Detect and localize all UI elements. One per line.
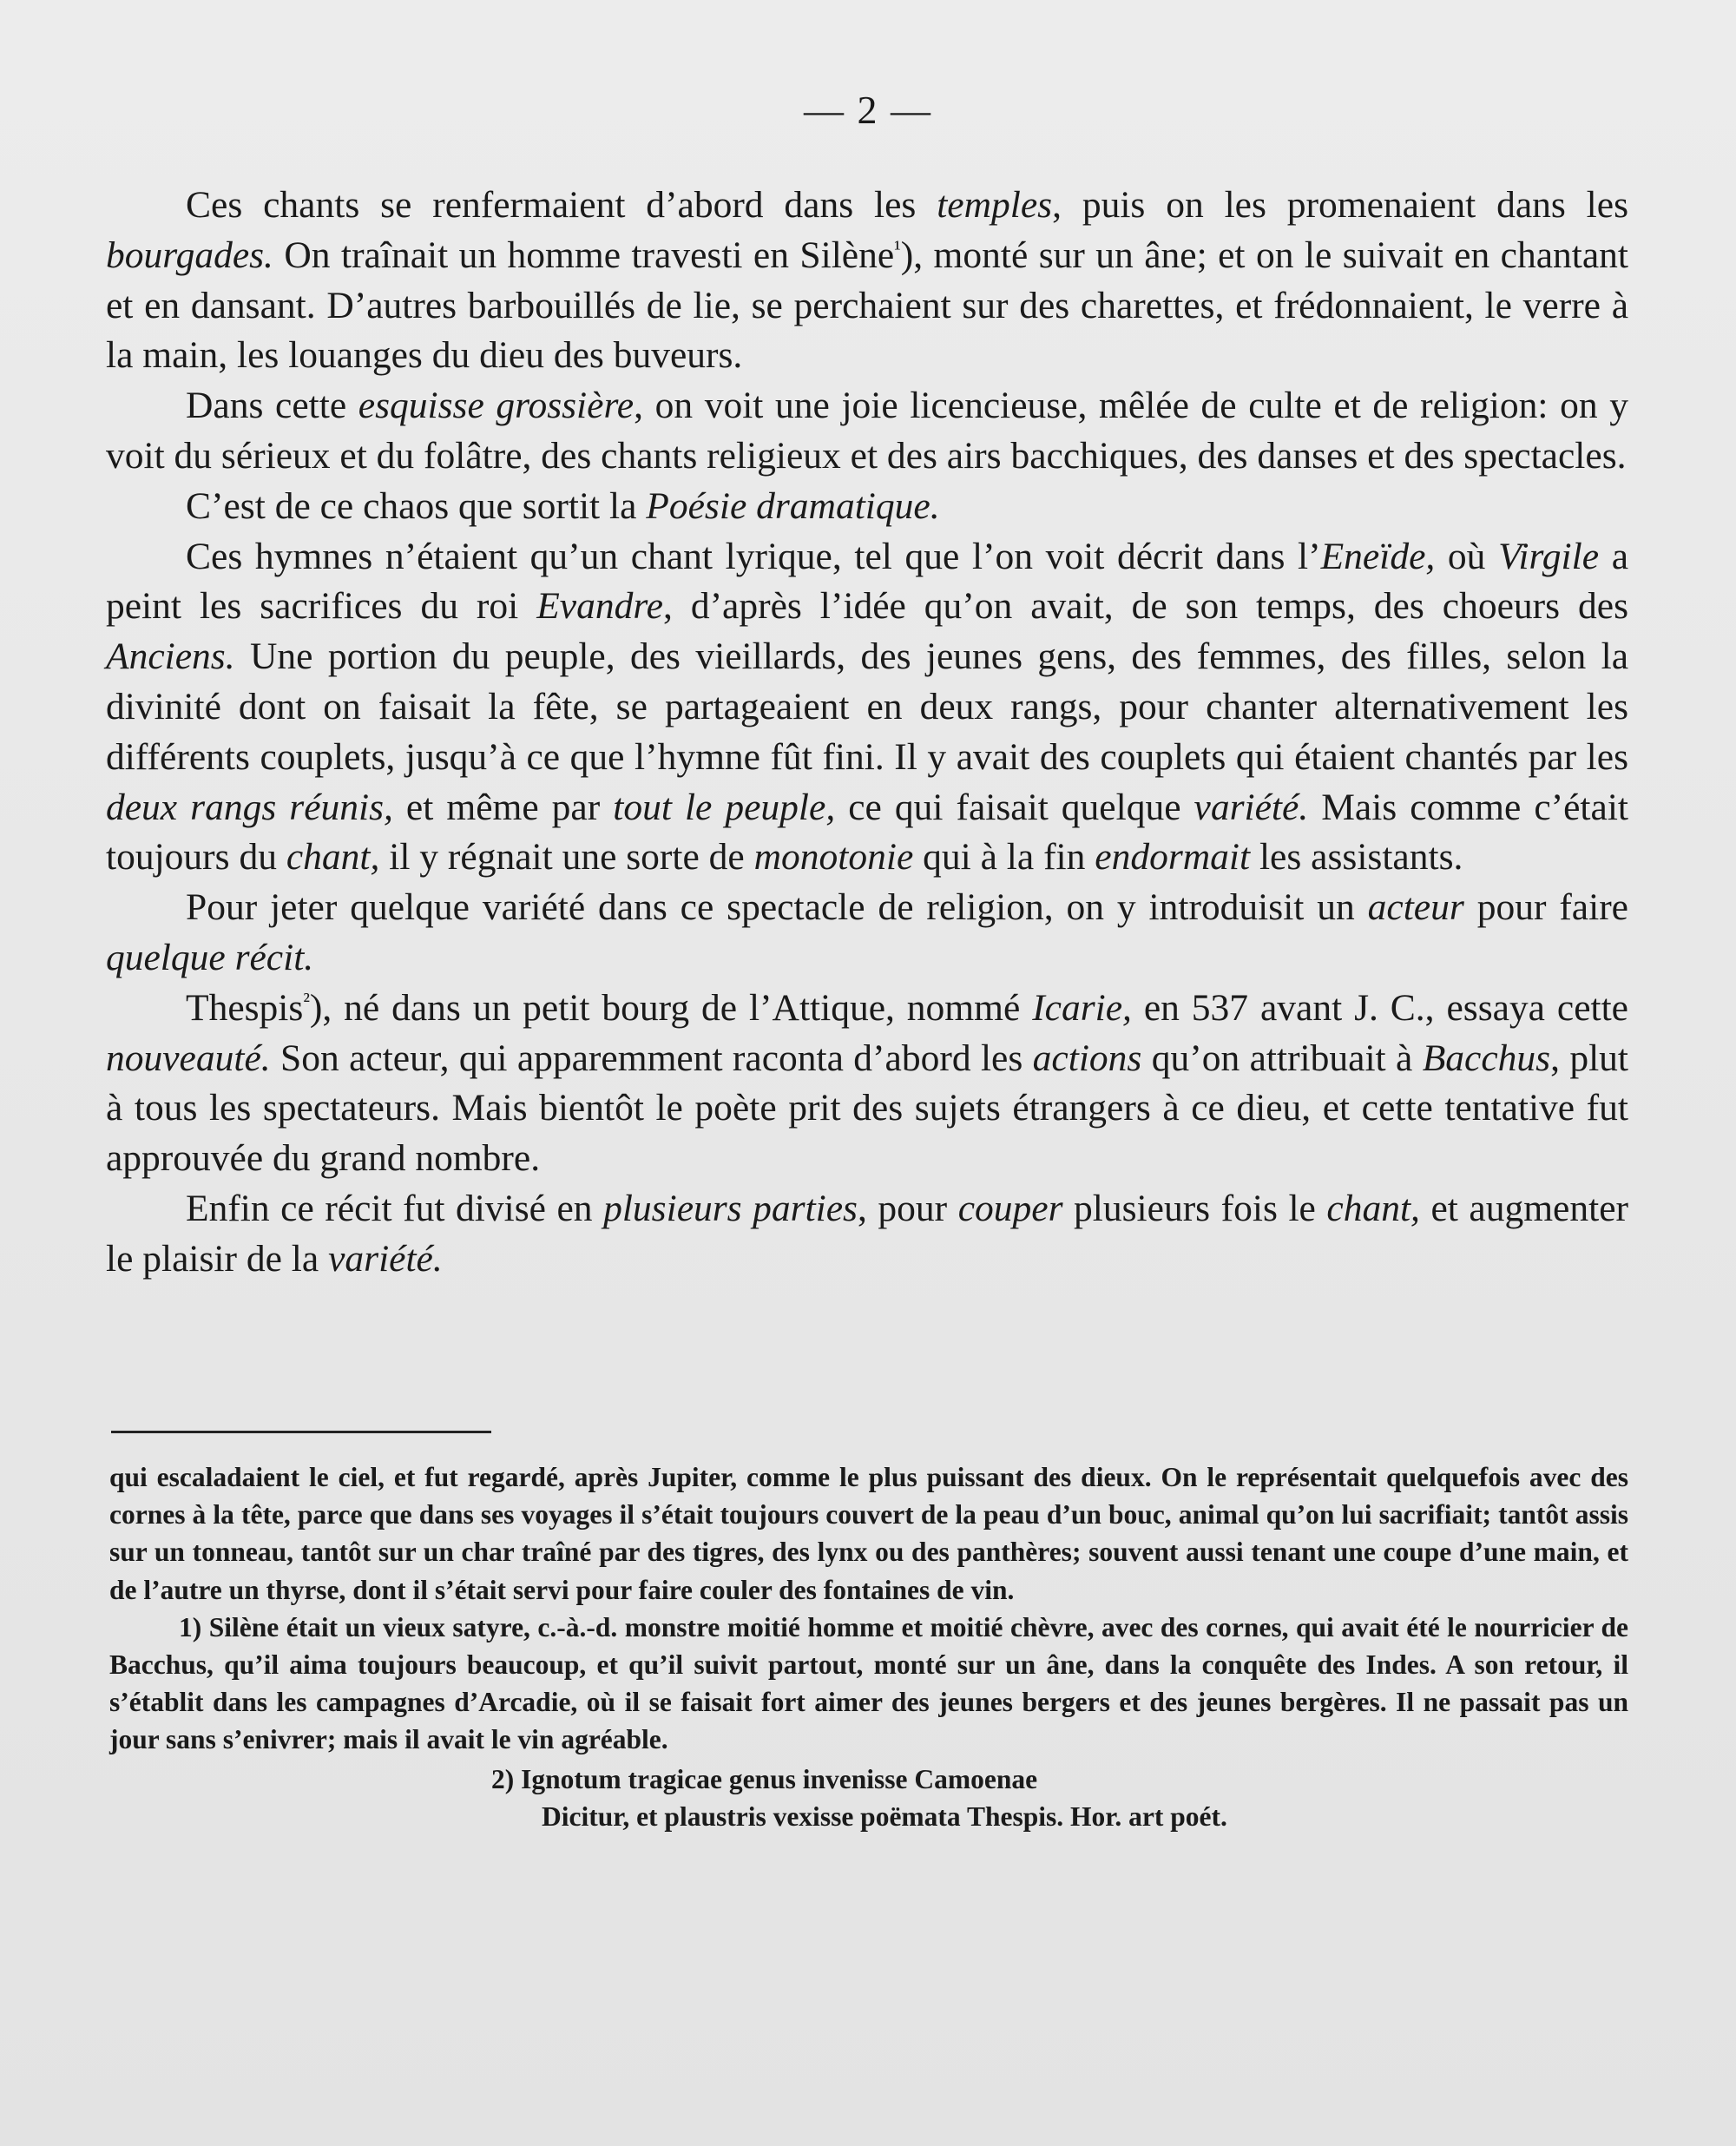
paragraph-1: Ces chants se renfermaient d’abord dans les temples, puis on les promenaient dans les bourgades. On traînait un homme travesti en Silène$^{^1}$), monté sur un âne; et on le suivait en chantant et en dansant. D’autres barbouillés de lie, se perchaient sur des charettes, et frédonnaient, le verre à la main, les louanges du dieu des buveurs. <box>106 184 1628 377</box>
footnote-continuation: qui escaladaient le ciel, et fut regardé, après Jupiter, comme le plus puissant des dieux. On le représentait quelquefois avec des cornes à la tête, parce que dans ses voyages il s’était toujours couvert de la peau d’un bouc, animal qu’on lui sacrifiait; tantôt assis sur un tonneau, tantôt sur un char traîné par des tigres, des lynx ou des panthères; souvent aussi tenant une coupe d’une main, et de l’autre un thyrse, dont il s’était servi pour faire couler des fontaines de vin. <box>109 1462 1628 1605</box>
footnote-1: 1) Silène était un vieux satyre, c.-à.-d. monstre moitié homme et moitié chèvre, avec des cornes, qui avait été le nourricier de Bacchus, qu’il aima toujours beaucoup, et qu’il suivit partout, monté sur un âne, dans la conquête des Indes. A son retour, il s’établit dans les campagnes d’Arcadie, où il se faisait fort aimer des jeunes bergers et des jeunes bergères. Il ne passait pas un jour sans s’enivrer; mais il avait le vin agréable. <box>109 1611 1628 1755</box>
paragraph-2: Dans cette esquisse grossière, on voit une joie licencieuse, mêlée de culte et de religion: on y voit du sérieux et du folâtre, des chants religieux et des airs bacchiques, des danses et des spectacles. <box>106 385 1628 477</box>
paragraph-3: C’est de ce chaos que sortit la Poésie dramatique. <box>186 484 940 527</box>
paragraph-6: Thespis$^{^2}$), né dans un petit bourg de l’Attique, nommé Icarie, en 537 avant J. C., essaya cette nouveauté. Son acteur, qui apparemment raconta d’abord les actions qu’on attribuait à Bacchus, plut à tous les spectateurs. Mais bientôt le poète prit des sujets étrangers à ce dieu, et cette tentative fut approuvée du grand nombre. <box>106 986 1629 1180</box>
footnotes <box>109 1458 1628 1835</box>
paragraph-7: Enfin ce récit fut divisé en plusieurs parties, pour couper plusieurs fois le chant, et augmenter le plaisir de la variété. <box>106 1187 1628 1280</box>
footnote-separator <box>111 1431 491 1433</box>
footnote-2-line-2: Dicitur, et plaustris vexisse poëmata Thespis. Hor. art poét. <box>542 1800 1227 1832</box>
footnote-ref-1: ¹ <box>894 236 901 260</box>
paragraph-5: Pour jeter quelque variété dans ce spectacle de religion, on y introduisit un acteur pour faire quelque récit. <box>106 886 1628 978</box>
footnote-2-line-1: 2) Ignotum tragicae genus invenisse Camoenae <box>491 1763 1038 1794</box>
paragraph-4: Ces hymnes n’étaient qu’un chant lyrique, tel que l’on voit décrit dans l’Eneïde, où Virgile a peint les sacrifices du roi Evandre, d’après l’idée qu’on avait, de son temps, des choeurs des Anciens. Une portion du peuple, des vieillards, des jeunes gens, des femmes, des filles, selon la divinité dont on faisait la fête, se partageaient en deux rangs, pour chanter alternativement les différents couplets, jusqu’à ce que l’hymne fût fini. Il y avait des couplets qui étaient chantés par les deux rangs réunis, et même par tout le peuple, ce qui faisait quelque variété. Mais comme c’était toujours du chant, il y régnait une sorte de monotonie qui à la fin endormait les assistants. <box>106 535 1628 879</box>
footnote-ref-2: ² <box>303 989 310 1013</box>
footnote-2 <box>109 1761 1628 1835</box>
page-number: — 2 — <box>804 88 932 132</box>
main-text <box>106 181 1628 1285</box>
